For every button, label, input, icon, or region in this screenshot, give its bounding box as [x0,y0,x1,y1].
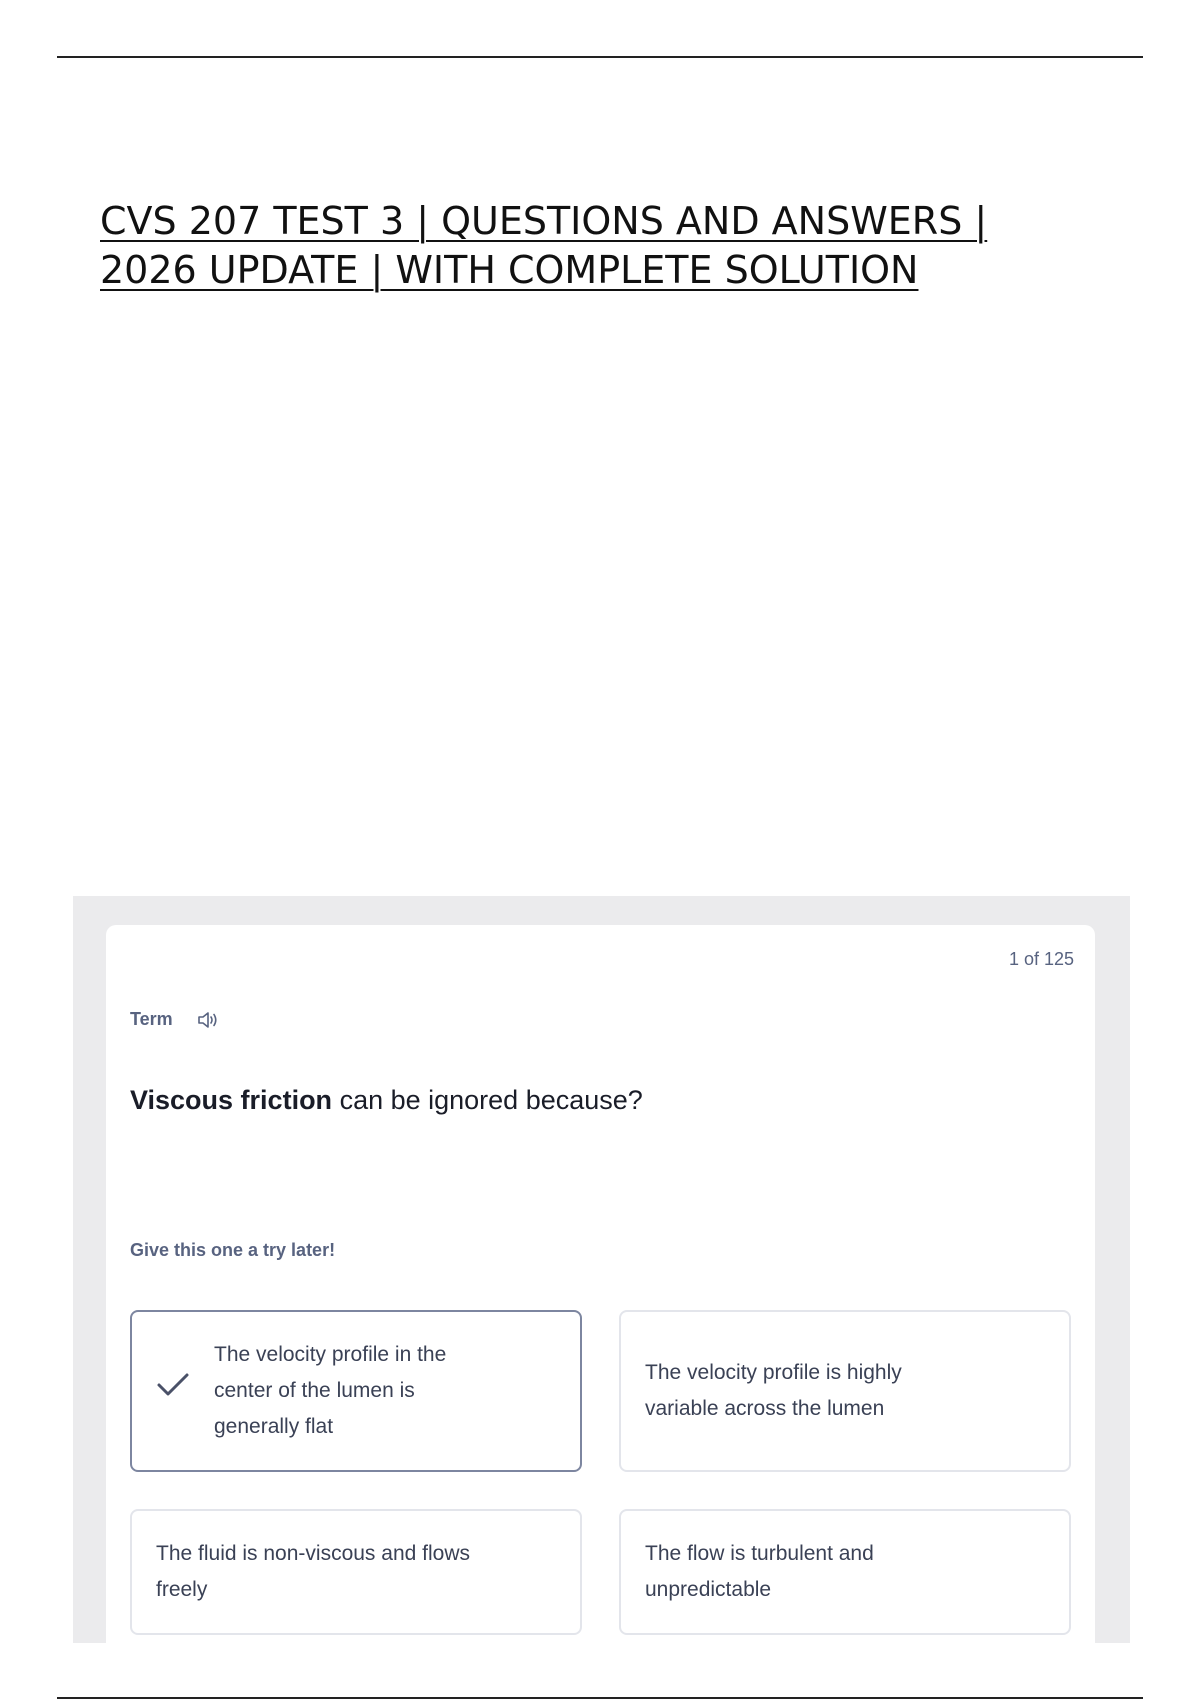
answer-option-4[interactable] [619,1509,1071,1635]
document-title-line-2: 2026 UPDATE | WITH COMPLETE SOLUTION [100,248,919,292]
answer-option-3-text: The fluid is non-viscous and flows freely [156,1542,470,1601]
card-counter: 1 of 125 [1008,949,1074,969]
question-remainder: can be ignored because? [332,1085,643,1115]
footer-rule [57,1697,1143,1699]
check-icon [156,1370,190,1412]
term-label: Term [130,1009,173,1029]
answer-option-1-text: The velocity profile in the center of the lumen is generally flat [214,1343,447,1438]
question-keyword: Viscous friction [130,1085,333,1115]
flashcard-screenshot [73,896,1130,1643]
answer-option-4-text: The flow is turbulent and unpredictable [645,1542,874,1601]
document-title-line-1: CVS 207 TEST 3 | QUESTIONS AND ANSWERS | [100,199,988,243]
answer-option-3[interactable] [130,1509,582,1635]
question-text [130,1085,643,1116]
speaker-icon[interactable] [197,1010,219,1030]
answer-option-2-text: The velocity profile is highly variable across the lumen [645,1361,902,1420]
answer-option-1[interactable] [130,1310,582,1472]
header-rule [57,56,1143,58]
answer-option-2[interactable] [619,1310,1071,1472]
document-title [100,197,1100,295]
term-header [130,1009,219,1030]
flashcard [106,925,1095,1643]
hint-text: Give this one a try later! [130,1240,336,1260]
